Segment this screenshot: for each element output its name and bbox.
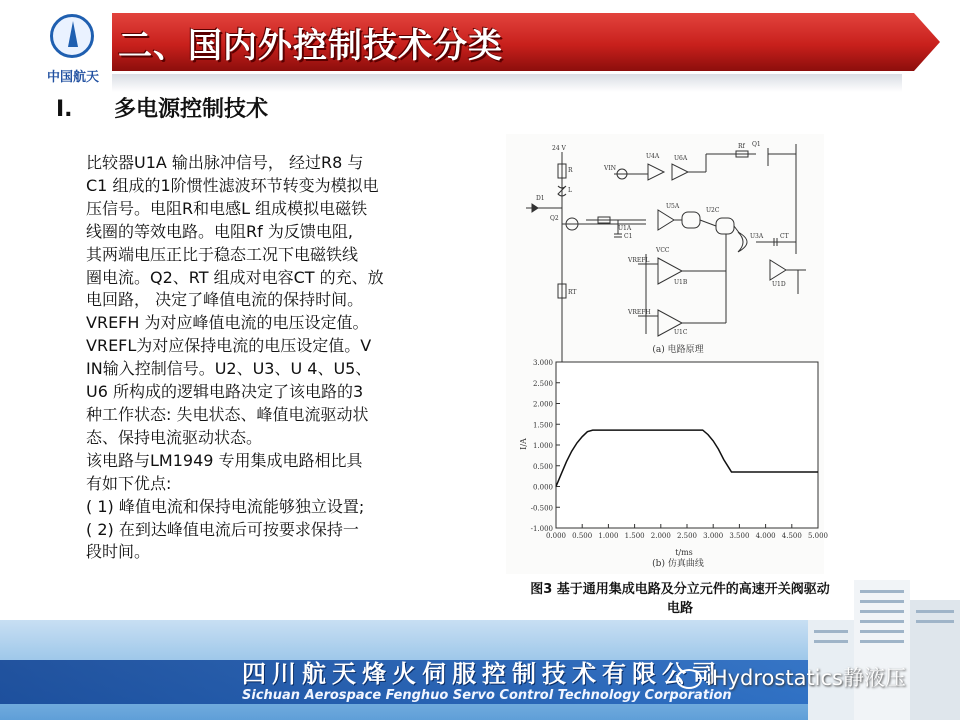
y-tick-label: 2.500 [532, 379, 553, 388]
company-logo [38, 10, 108, 84]
x-tick-label: 2.000 [650, 532, 671, 540]
x-tick-label: 5.000 [807, 532, 829, 540]
x-tick-label: 4.000 [755, 532, 776, 540]
label-u3a: U3A [750, 233, 764, 240]
y-tick-label: 0.000 [532, 483, 553, 492]
figure-caption: 图3 基于通用集成电路及分立元件的高速开关阀驱动电路 [530, 582, 830, 616]
company-name-cn: 四川航天烽火伺服控制技术有限公司 [242, 660, 722, 688]
x-axis-label: t/ms [675, 548, 693, 557]
y-tick-label: 1.500 [532, 421, 553, 430]
body-line: ( 2) 在到达峰值电流后可按要求保持一 [86, 519, 359, 539]
body-line: 态、保持电流驱动状态。 [86, 427, 263, 447]
x-tick-label: 2.500 [676, 532, 698, 540]
label-vin: VIN [604, 165, 616, 172]
figure-panel [506, 134, 829, 574]
label-u1d: U1D [772, 281, 786, 288]
body-line: 有如下优点: [86, 473, 172, 493]
wechat-icon [676, 669, 702, 689]
y-tick-label: 3.000 [532, 359, 553, 367]
x-tick-label: 0.000 [545, 532, 567, 540]
x-tick-label: 1.500 [624, 532, 645, 540]
y-tick-label: -1.000 [530, 525, 553, 533]
watermark-text [676, 662, 906, 692]
body-paragraph [86, 152, 420, 564]
label-u4a: U4A [646, 153, 660, 160]
label-r: R [568, 167, 573, 174]
logo-text: 中国航天 [46, 70, 99, 85]
current-plot [519, 359, 828, 569]
body-line: 圈电流。Q2、RT 组成对电容CT 的充、放 [86, 267, 384, 287]
company-name-en: Sichuan Aerospace Fenghuo Servo Control Technology Corporation [242, 688, 732, 703]
body-line: 压信号。电阻R和电感L 组成模拟电磁铁 [86, 198, 368, 218]
body-line: 其两端电压正比于稳态工况下电磁铁线 [86, 244, 359, 264]
label-q1: Q1 [752, 141, 761, 148]
section-title: 多电源控制技术 [114, 97, 269, 122]
body-line: IN输入控制信号。U2、U3、U 4、U5、 [86, 359, 372, 379]
label-rf: Rf [738, 143, 745, 150]
y-axis-label: I/A [519, 438, 528, 450]
circuit-caption: (a) 电路原理 [652, 345, 704, 355]
body-line: U6 所构成的逻辑电路决定了该电路的3 [86, 382, 364, 402]
page-title: 二、国内外控制技术分类 [118, 26, 503, 66]
circuit-diagram [526, 144, 806, 364]
casc-emblem-icon [50, 14, 94, 58]
plot-caption: (b) 仿真曲线 [652, 559, 704, 569]
plot-frame [556, 362, 818, 528]
x-tick-label: 4.500 [781, 532, 802, 540]
label-24v: 24 V [552, 145, 566, 152]
label-u2c: U2C [706, 207, 720, 214]
label-ct: CT [780, 233, 789, 240]
watermark-label: iHydrostatics静液压 [706, 666, 907, 690]
label-vrefh: VREFH [628, 309, 651, 316]
y-tick-label: 1.000 [532, 442, 553, 450]
buildings-illustration [790, 560, 960, 720]
x-tick-label: 0.500 [572, 532, 593, 540]
x-tick-label: 1.000 [598, 532, 619, 540]
body-line: 比较器U1A 输出脉冲信号， 经过R8 与 [86, 153, 364, 172]
body-line: ( 1) 峰值电流和保持电流能够独立设置; [86, 496, 365, 516]
label-vcc: VCC [656, 247, 670, 254]
body-line: 该电路与LM1949 专用集成电路相比具 [86, 450, 363, 470]
label-u6a: U6A [674, 155, 688, 162]
title-underline [112, 74, 902, 92]
body-line: 电回路， 决定了峰值电流的保持时间。 [86, 290, 364, 310]
label-c1: C1 [624, 233, 633, 240]
label-vrefl: VREFL [628, 257, 650, 264]
label-rt: RT [568, 289, 577, 296]
body-line: 段时间。 [86, 542, 151, 562]
section-heading [56, 92, 268, 123]
label-u1a: U1A [618, 225, 632, 232]
x-tick-label: 3.000 [703, 532, 724, 540]
body-line: 线圈的等效电路。电阻Rf 为反馈电阻, [86, 221, 353, 241]
label-u1c: U1C [674, 329, 688, 336]
label-u1b: U1B [674, 279, 688, 286]
x-tick-label: 3.500 [729, 532, 750, 540]
section-number: I. [56, 97, 73, 122]
body-line: VREFH 为对应峰值电流的电压设定值。 [86, 313, 369, 333]
figure-svg [506, 134, 829, 574]
body-line: 种工作状态: 失电状态、峰值电流驱动状 [86, 404, 369, 424]
label-u5a: U5A [666, 203, 680, 210]
label-q2: Q2 [550, 215, 559, 222]
y-tick-label: -0.500 [530, 504, 553, 513]
y-tick-label: 0.500 [532, 462, 553, 471]
body-line: C1 组成的1阶惯性滤波环节转变为模拟电 [86, 175, 379, 195]
body-line: VREFL为对应保持电流的电压设定值。V [86, 336, 372, 356]
y-tick-label: 2.000 [532, 400, 553, 409]
label-l: L [568, 187, 572, 194]
label-d1: D1 [536, 195, 545, 202]
